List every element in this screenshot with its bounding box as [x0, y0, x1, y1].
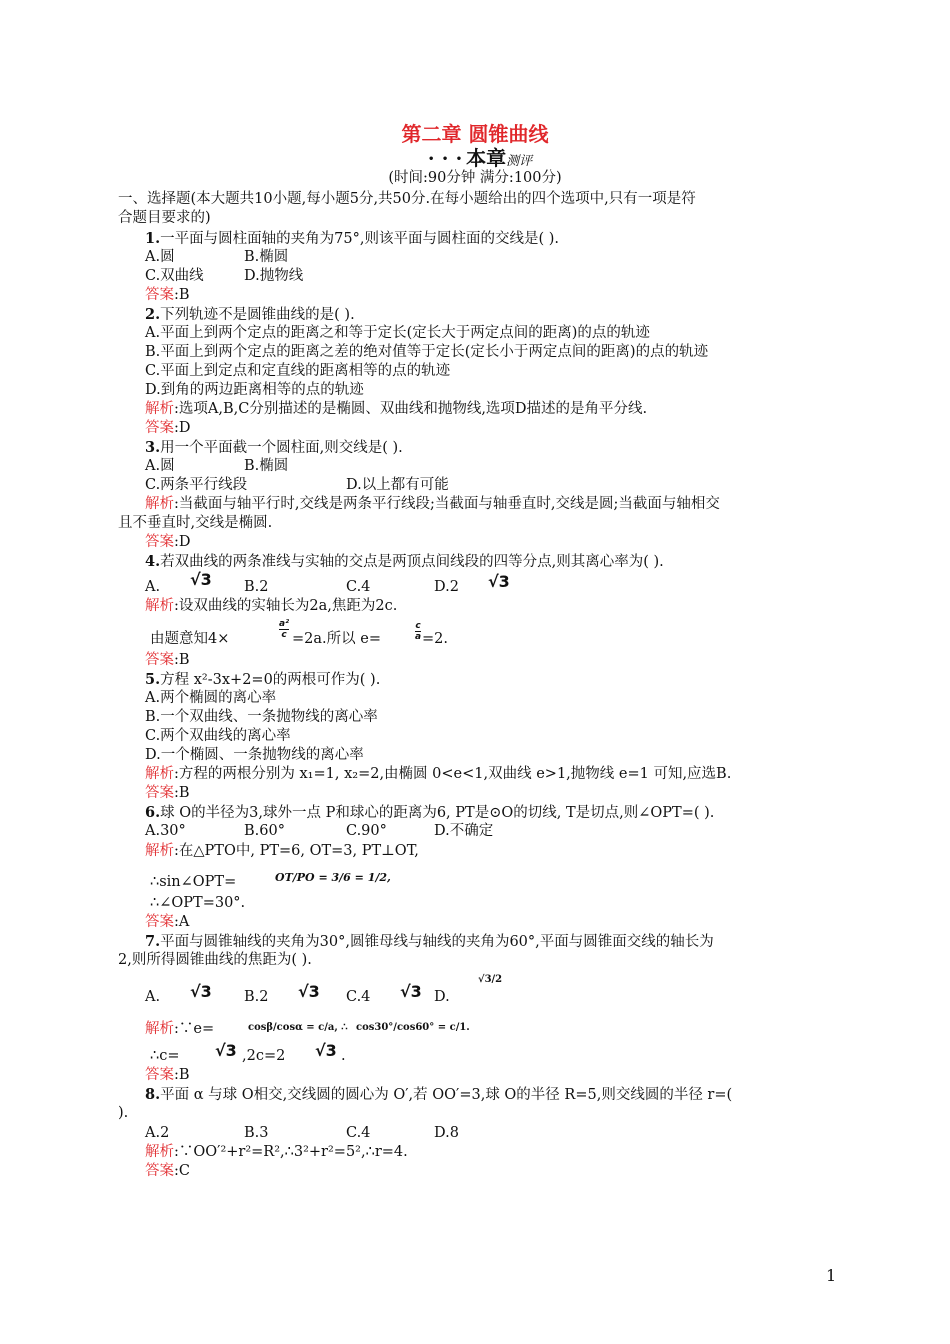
- question-6: [145, 803, 714, 823]
- question-text: 平面与圆锥轴线的夹角为30°,圆锥母线与轴线的夹角为60°,平面与圆锥面交线的轴长为: [160, 934, 714, 950]
- analysis-label: 解析: [145, 1144, 174, 1160]
- option-c: C.平面上到定点和定直线的距离相等的点的轨迹: [145, 363, 451, 379]
- option-a: A.: [145, 989, 161, 1005]
- analysis-line: [145, 400, 647, 419]
- question-text-cont: ).: [118, 1105, 129, 1121]
- question-text-cont: 2,则所得圆锥曲线的焦距为( ).: [118, 952, 312, 968]
- question-number: 7.: [145, 933, 161, 950]
- option-c: C.4: [346, 989, 371, 1005]
- answer-label: 答案: [145, 534, 174, 550]
- answer-label: 答案: [145, 420, 174, 436]
- fraction: [279, 619, 289, 640]
- question-8: [145, 1085, 732, 1105]
- sqrt3-symbol: √3: [400, 982, 422, 1001]
- question-number: 6.: [145, 804, 161, 821]
- analysis-text: :∵e=: [174, 1021, 215, 1037]
- analysis-label: 解析: [145, 496, 174, 512]
- answer-label: 答案: [145, 1163, 174, 1179]
- fraction-expression: cosβ/cosα = c/a, ∴: [248, 1022, 348, 1033]
- option-c: C.双曲线: [145, 268, 204, 284]
- option-d: D.一个椭圆、一条抛物线的离心率: [145, 747, 364, 763]
- question-number: 3.: [145, 439, 161, 456]
- analysis-label: 解析: [145, 843, 174, 859]
- analysis-line: [145, 842, 419, 861]
- answer-line: [145, 286, 190, 305]
- analysis-step: 由题意知4×: [150, 631, 230, 647]
- answer-value: :B: [174, 785, 190, 801]
- analysis-line: [145, 597, 397, 616]
- sqrt3-symbol: √3: [215, 1041, 237, 1060]
- answer-label: 答案: [145, 785, 174, 801]
- answer-value: :A: [174, 914, 190, 930]
- question-text: 方程 x²-3x+2=0的两根可作为( ).: [160, 672, 381, 688]
- answer-value: :B: [174, 1067, 190, 1083]
- analysis-line: [145, 765, 731, 784]
- answer-line: [145, 651, 190, 670]
- analysis-cont: 且不垂直时,交线是椭圆.: [118, 515, 273, 531]
- question-number: 1.: [145, 230, 161, 247]
- option-a: A.: [145, 579, 161, 595]
- chapter-title: 第二章 圆锥曲线: [401, 122, 549, 146]
- analysis-line: [145, 1020, 214, 1039]
- answer-label: 答案: [145, 652, 174, 668]
- option-c: C.两个双曲线的离心率: [145, 728, 291, 744]
- sqrt3-symbol: √3: [190, 982, 212, 1001]
- analysis-label: 解析: [145, 598, 174, 614]
- answer-value: :D: [174, 534, 191, 550]
- analysis-text: :∵OO′²+r²=R²,∴3²+r²=5²,∴r=4.: [174, 1144, 408, 1160]
- answer-label: 答案: [145, 287, 174, 303]
- option-a: A.30°: [145, 823, 186, 839]
- answer-label: 答案: [145, 914, 174, 930]
- analysis-step: ∴sin∠OPT=: [150, 874, 237, 890]
- analysis-label: 解析: [145, 766, 174, 782]
- analysis-label: 解析: [145, 1021, 174, 1037]
- analysis-step: =2a.所以 e=: [292, 631, 381, 647]
- answer-line: [145, 784, 190, 803]
- subtitle-main: 本章: [466, 146, 507, 170]
- analysis-step: ∴c=: [150, 1048, 180, 1064]
- option-a: A.两个椭圆的离心率: [145, 690, 277, 706]
- answer-line: [145, 913, 189, 932]
- sqrt3-symbol: √3: [488, 572, 510, 591]
- option-a: A.圆: [145, 249, 175, 265]
- option-b: B.椭圆: [244, 249, 289, 265]
- analysis-step: .: [341, 1048, 346, 1064]
- exam-meta: (时间:90分钟 满分:100分): [388, 170, 562, 186]
- option-d: D.: [434, 989, 450, 1005]
- answer-line: [145, 1162, 190, 1181]
- answer-value: :D: [174, 420, 191, 436]
- question-text: 一平面与圆柱面轴的夹角为75°,则该平面与圆柱面的交线是( ).: [160, 231, 559, 247]
- analysis-text: :方程的两根分别为 x₁=1, x₂=2,由椭圆 0<e<1,双曲线 e>1,抛物线 e=1 可知,应选B.: [174, 766, 732, 782]
- option-d: D.以上都有可能: [346, 477, 449, 493]
- answer-value: :C: [174, 1163, 190, 1179]
- option-d: D.到角的两边距离相等的点的轨迹: [145, 382, 364, 398]
- analysis-step: =2.: [422, 631, 448, 647]
- option-c: C.两条平行线段: [145, 477, 248, 493]
- denominator: a: [415, 632, 422, 642]
- analysis-step: ,2c=2: [242, 1048, 286, 1064]
- sqrt3-symbol: √3: [315, 1041, 337, 1060]
- page-number: 1: [826, 1266, 837, 1285]
- question-3: [145, 438, 403, 458]
- question-text: 平面 α 与球 O相交,交线圆的圆心为 O′,若 OO′=3,球 O的半径 R=5,则交线圆的半径 r=(: [160, 1087, 733, 1103]
- subtitle-small: 测评: [506, 154, 533, 169]
- sqrt3-symbol: √3: [298, 982, 320, 1001]
- answer-line: [145, 419, 191, 438]
- fraction: [415, 621, 421, 642]
- option-b: B.一个双曲线、一条抛物线的离心率: [145, 709, 378, 725]
- section-heading: 一、选择题(本大题共10小题,每小题5分,共50分.在每小题给出的四个选项中,只有一项是符: [118, 191, 696, 207]
- analysis-text: :在△PTO中, PT=6, OT=3, PT⊥OT,: [174, 843, 419, 859]
- question-number: 4.: [145, 553, 161, 570]
- fraction-expression: √3/2: [478, 974, 503, 985]
- option-d: D.2: [434, 579, 459, 595]
- option-b: B.2: [244, 579, 269, 595]
- option-b: B.2: [244, 989, 269, 1005]
- question-5: [145, 670, 380, 690]
- option-a: A.2: [145, 1125, 170, 1141]
- analysis-step: ∴∠OPT=30°.: [150, 895, 246, 911]
- denominator: c: [281, 630, 287, 640]
- question-1: [145, 229, 559, 249]
- question-4: [145, 552, 664, 572]
- section-heading-cont: 合题目要求的): [118, 210, 211, 226]
- option-a: A.圆: [145, 458, 175, 474]
- numerator: a²: [279, 619, 290, 629]
- option-b: B.60°: [244, 823, 285, 839]
- sqrt3-symbol: √3: [190, 570, 212, 589]
- question-number: 2.: [145, 306, 161, 323]
- option-a: A.平面上到两个定点的距离之和等于定长(定长大于两定点间的距离)的点的轨迹: [145, 325, 650, 341]
- answer-value: :B: [174, 287, 190, 303]
- option-d: D.8: [434, 1125, 459, 1141]
- answer-line: [145, 533, 191, 552]
- question-7: [145, 932, 714, 952]
- question-text: 球 O的半径为3,球外一点 P和球心的距离为6, PT是⊙O的切线, T是切点,则∠OPT=( ).: [160, 805, 715, 821]
- answer-value: :B: [174, 652, 190, 668]
- question-number: 8.: [145, 1086, 161, 1103]
- fraction-expression: cos30°/cos60° = c/1.: [356, 1022, 470, 1033]
- option-c: C.90°: [346, 823, 387, 839]
- numerator: c: [415, 621, 421, 631]
- question-text: 若双曲线的两条准线与实轴的交点是两顶点间线段的四等分点,则其离心率为( ).: [160, 554, 664, 570]
- fraction-expression: OT/PO = 3/6 = 1/2,: [275, 871, 391, 884]
- answer-line: [145, 1066, 190, 1085]
- question-number: 5.: [145, 671, 161, 688]
- option-b: B.3: [244, 1125, 269, 1141]
- analysis-text: :选项A,B,C分别描述的是椭圆、双曲线和抛物线,选项D描述的是角平分线.: [174, 401, 648, 417]
- analysis-line: [145, 495, 720, 514]
- analysis-line: [145, 1143, 408, 1162]
- answer-label: 答案: [145, 1067, 174, 1083]
- question-text: 下列轨迹不是圆锥曲线的是( ).: [160, 307, 355, 323]
- option-d: D.不确定: [434, 823, 494, 839]
- analysis-text: :当截面与轴平行时,交线是两条平行线段;当截面与轴垂直时,交线是圆;当截面与轴相交: [174, 496, 720, 512]
- decorative-dots: • • •: [428, 154, 465, 165]
- option-c: C.4: [346, 579, 371, 595]
- option-b: B.椭圆: [244, 458, 289, 474]
- analysis-text: :设双曲线的实轴长为2a,焦距为2c.: [174, 598, 398, 614]
- option-c: C.4: [346, 1125, 371, 1141]
- analysis-label: 解析: [145, 401, 174, 417]
- question-2: [145, 305, 355, 325]
- option-d: D.抛物线: [244, 268, 304, 284]
- option-b: B.平面上到两个定点的距离之差的绝对值等于定长(定长小于两定点间的距离)的点的轨迹: [145, 344, 709, 360]
- question-text: 用一个平面截一个圆柱面,则交线是( ).: [160, 440, 403, 456]
